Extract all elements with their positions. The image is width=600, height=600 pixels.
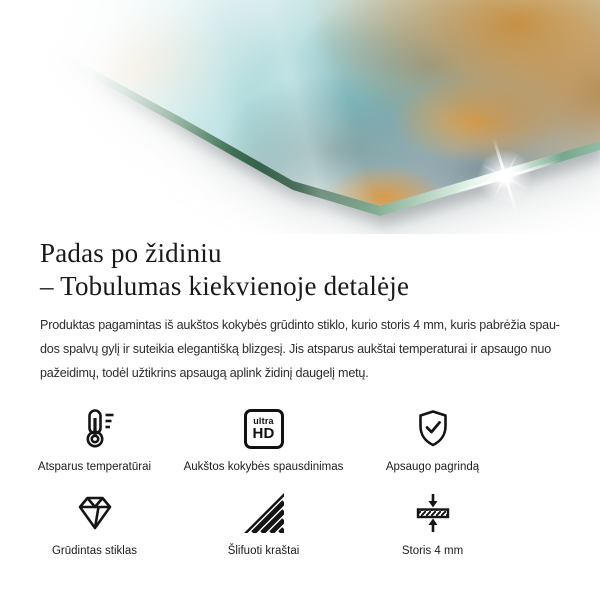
page-title: [40, 237, 560, 303]
diamond-icon: [73, 491, 117, 535]
feature-label: Šlifuoti kraštai: [227, 545, 300, 557]
thermometer-icon: [73, 407, 117, 451]
feature-item-temperature: [10, 407, 179, 475]
ultra-hd-icon: [244, 407, 284, 451]
ultra-hd-badge-bottom: HD: [252, 425, 275, 442]
ultra-hd-badge-top: ultra: [253, 416, 274, 426]
feature-item-polished-edges: [179, 491, 348, 559]
intro-paragraph: [40, 313, 560, 385]
intro-line: pažeidimų, todėl užtikrins apsaugą aplink židinį daugelį metų.: [40, 366, 369, 380]
content-section: [0, 237, 600, 559]
feature-label: Atsparus temperatūrai: [37, 461, 152, 473]
features-grid: [10, 407, 517, 559]
feature-item-tempered-glass: [10, 491, 179, 559]
feature-item-thickness: [348, 491, 517, 559]
title-line-2: – Tobulumas kiekvienoje detalėje: [40, 271, 410, 301]
intro-line: dos spalvų gylį ir suteikia elegantišką blizgesį. Jis atsparus aukštai temperaturai ir apsaugo nuo: [40, 342, 552, 356]
intro-line: Produktas pagamintas iš aukštos kokybės grūdinto stiklo, kurio storis 4 mm, kuris pabrėžia spau-: [40, 318, 560, 332]
feature-label: Grūdintas stiklas: [51, 545, 137, 557]
shield-check-icon: [411, 407, 455, 451]
feature-label: Storis 4 mm: [401, 545, 464, 557]
feature-label: Apsaugo pagrindą: [385, 461, 480, 473]
title-line-1: Padas po židiniu: [40, 238, 222, 268]
thickness-icon: [411, 491, 455, 535]
product-photo: [0, 0, 600, 234]
feature-item-print-quality: [179, 407, 348, 475]
feature-item-protects-base: [348, 407, 517, 475]
polished-edges-icon: [242, 491, 286, 535]
feature-label: Aukštos kokybės spausdinimas: [183, 461, 344, 473]
